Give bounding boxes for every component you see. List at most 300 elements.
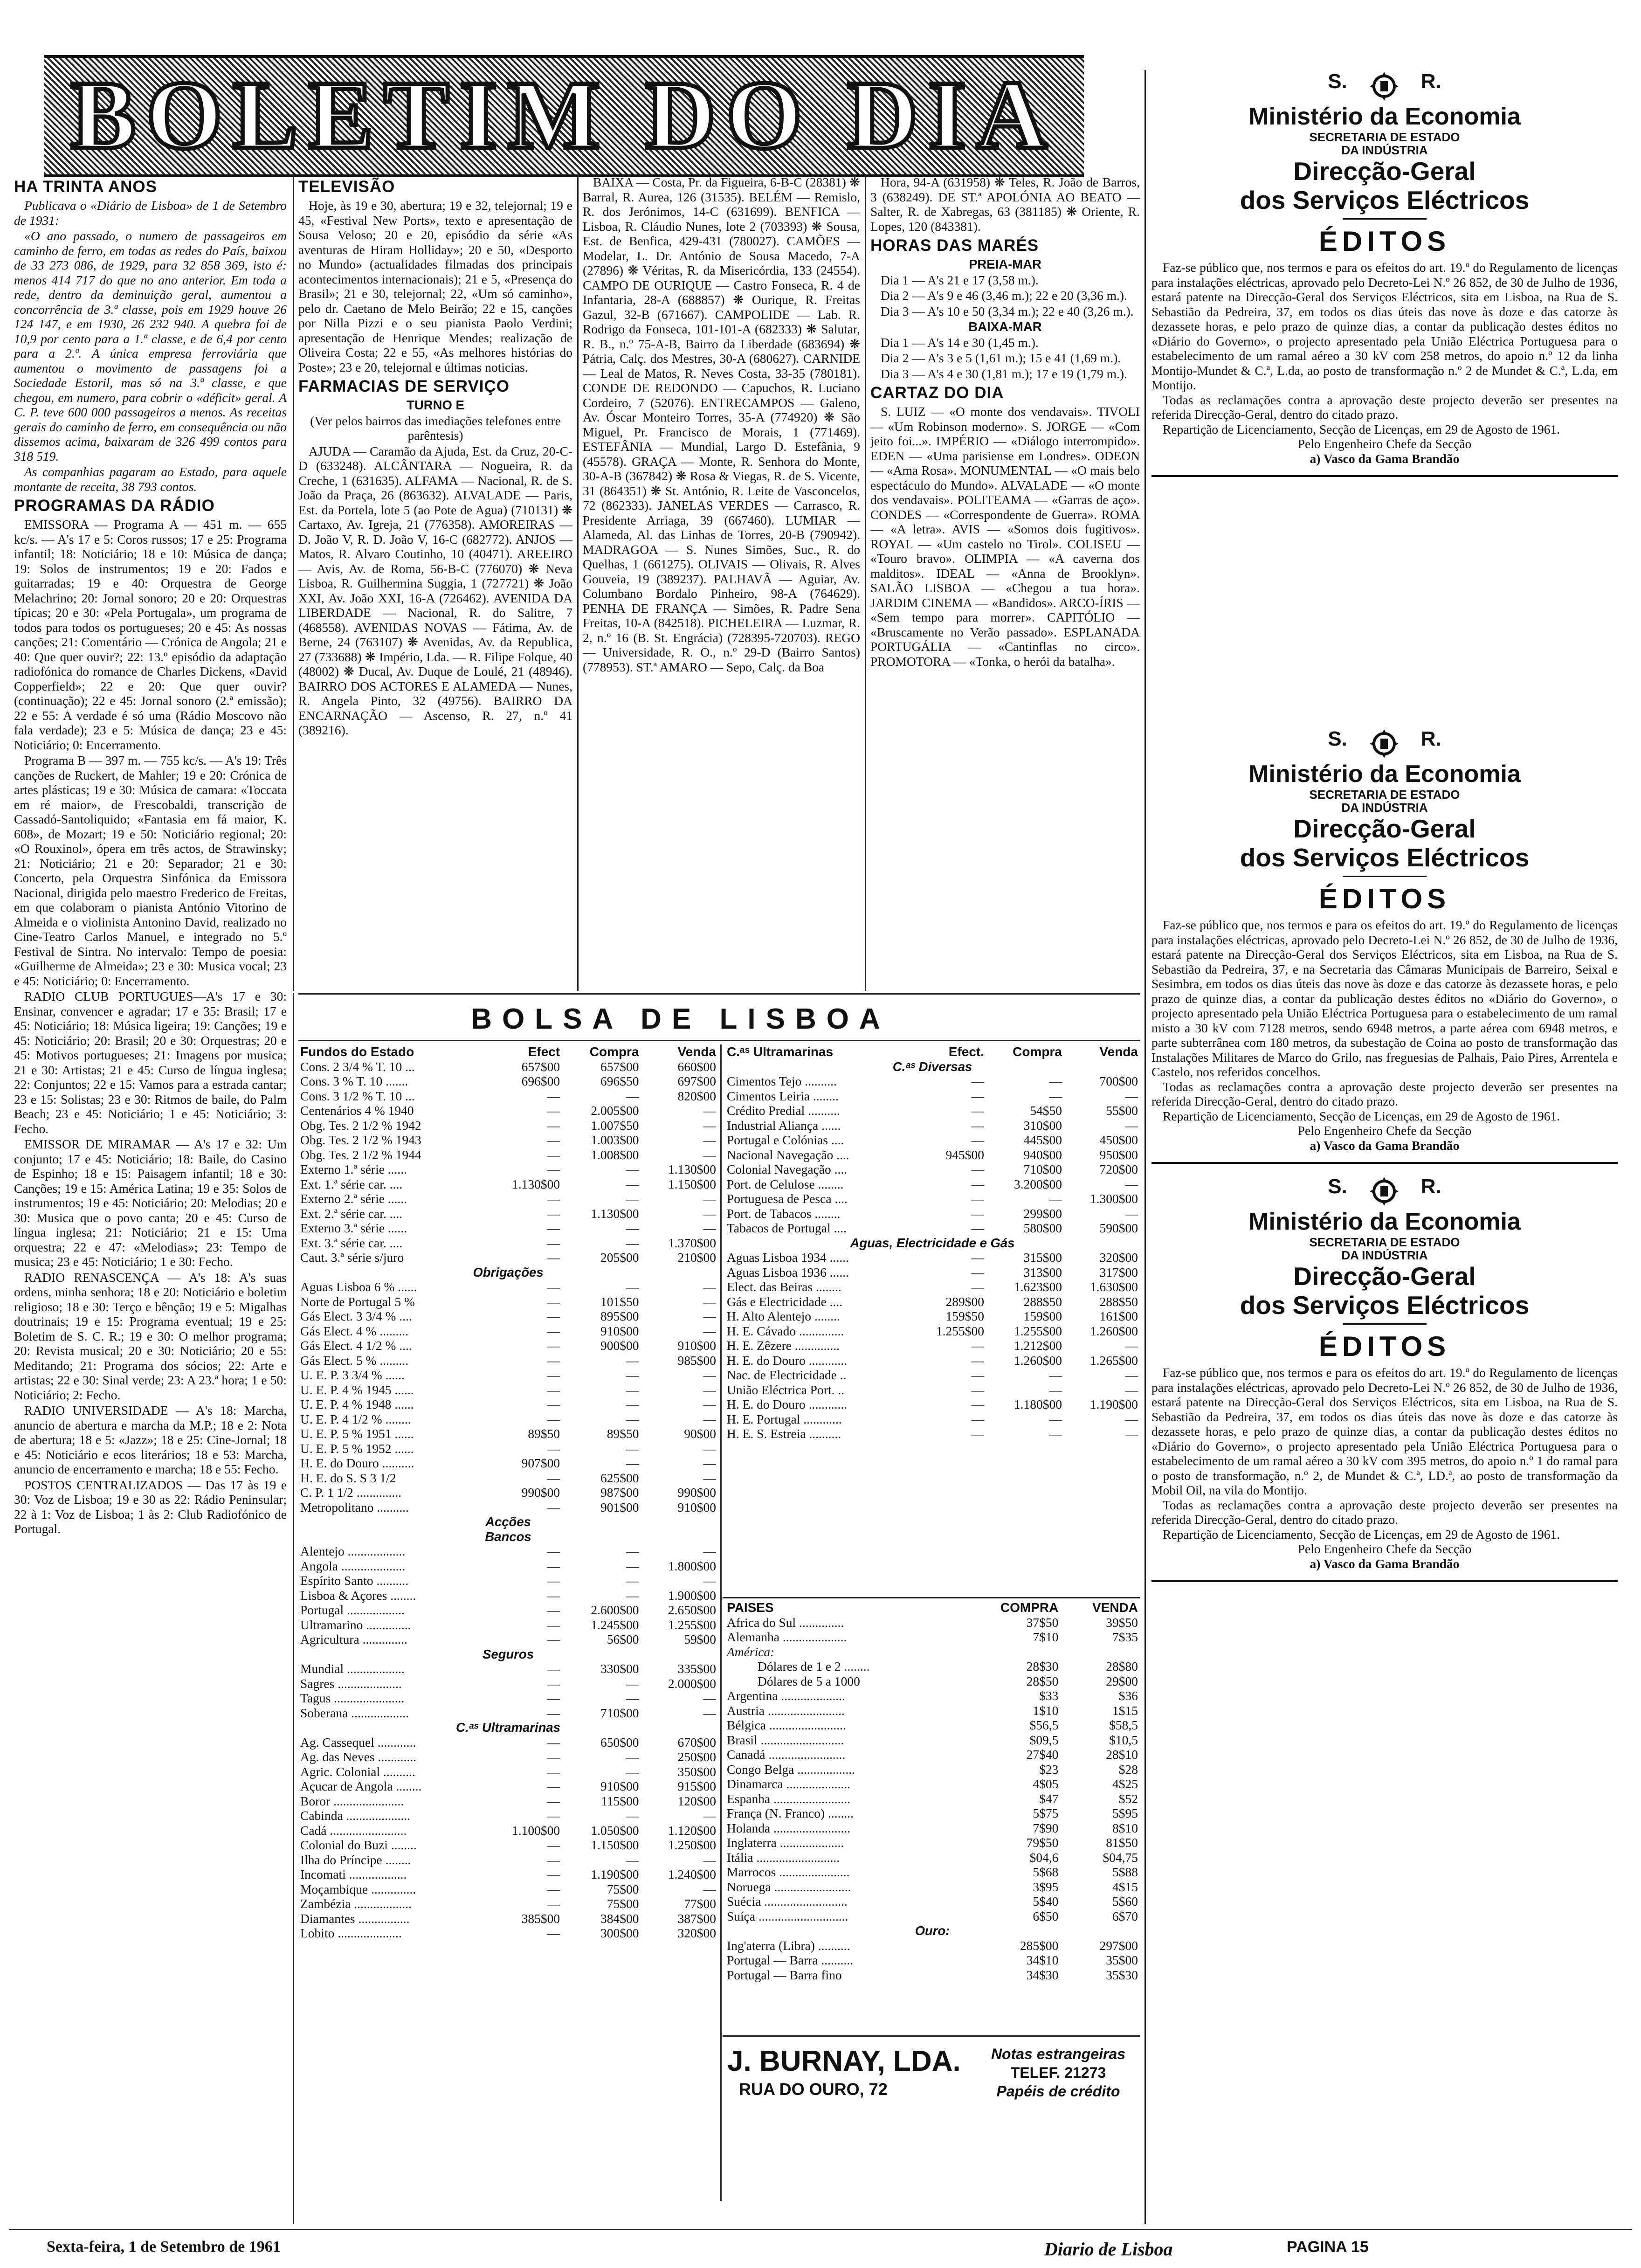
price-cell: —: [703, 1294, 716, 1309]
notice-r: R.: [1420, 1175, 1441, 1198]
price-cell: —: [703, 1118, 716, 1133]
tide-high-label: PREIA-MAR: [969, 257, 1041, 271]
table-row: [725, 1630, 1140, 1645]
table-row: [298, 1896, 718, 1911]
price-cell: —: [547, 1382, 560, 1397]
security-name: Portugal — Barra ..........: [727, 1953, 854, 1967]
price-cell: 820$00: [677, 1088, 716, 1103]
table-row: [298, 1559, 718, 1574]
security-name: H. E. S. Estreia ..........: [727, 1426, 841, 1441]
security-name: Suíça ............................: [727, 1908, 848, 1923]
price-cell: —: [547, 1779, 560, 1793]
price-cell: —: [1125, 1368, 1138, 1382]
security-name: H. E. do S. S 3 1/2: [300, 1470, 396, 1485]
price-cell: 330$00: [600, 1661, 639, 1676]
price-cell: —: [547, 1309, 560, 1323]
price-cell: 710$00: [600, 1705, 639, 1720]
table-row: [725, 1938, 1140, 1953]
price-cell: 28$50: [1026, 1673, 1059, 1688]
price-cell: $36: [1118, 1688, 1138, 1703]
price-cell: 210$00: [677, 1250, 716, 1265]
price-cell: —: [971, 1133, 985, 1147]
column-header: Venda: [1099, 1044, 1138, 1059]
section-label: C.ᵃˢ Ultramarinas: [455, 1720, 561, 1735]
section-label: Obrigações: [473, 1265, 544, 1279]
price-cell: 1.190$00: [1089, 1397, 1138, 1411]
price-cell: $58,5: [1109, 1718, 1138, 1732]
price-cell: 901$00: [600, 1500, 639, 1514]
notice-body: Todas as reclamações contra a aprovação deste projecto deverão ser presentes na referida Direcção-Geral, dentro do citado prazo.: [1151, 1079, 1618, 1109]
price-cell: 1.255$00: [668, 1617, 716, 1632]
table-row: [725, 1821, 1140, 1836]
price-cell: —: [626, 1808, 639, 1823]
price-cell: —: [626, 1764, 639, 1779]
price-cell: —: [703, 1103, 716, 1118]
radio-program: RADIO RENASCENÇA — A's 18: A's suas ordens, minha senhora; 18 e 20: Noticiário e boletim religioso; 18 e 30: Terço e bênção; 19 e 5: Migalhas doutrinais; 19 e 15: Programa eventual; 19 e 25: Boletim de S. C. R.; 19 e 30: O melhor programa; 20: Revista musical; 20 e 30: Noticiário; 20 e 55: Meditando; 21: Programa dos sócios; 22: Arte e artistas; 22 e 30: Sinal verde; 23: A 23.ª hora; 1 e 50: Noticiário; 2: Fecho.: [14, 1270, 287, 1402]
table-row: [298, 1338, 718, 1353]
price-cell: 250$00: [677, 1749, 716, 1764]
price-cell: —: [703, 1441, 716, 1456]
security-name: Cabinda ....................: [300, 1808, 411, 1823]
table-row: [298, 1074, 718, 1089]
price-cell: —: [703, 1382, 716, 1397]
notice-direccao: Direcção-Geral: [1293, 814, 1476, 844]
price-cell: 1.370$00: [668, 1235, 716, 1250]
price-cell: —: [971, 1279, 985, 1294]
notice-direccao: Direcção-Geral: [1293, 157, 1476, 186]
table-row: [298, 1250, 718, 1265]
table-row: [725, 1835, 1140, 1850]
table-row: [725, 1674, 1140, 1689]
pharmacy-note: (Ver pelos bairros das imediações telefones entre parêntesis): [310, 413, 561, 443]
column-header: C.ᵃˢ Ultramarinas: [727, 1044, 834, 1059]
security-name: Dólares de 1 e 2 ........: [758, 1659, 870, 1673]
security-name: H. E. do Douro ..........: [300, 1456, 414, 1470]
security-name: União Eléctrica Port. ..: [727, 1382, 844, 1397]
table-row: [725, 1177, 1140, 1192]
price-cell: 5$75: [1033, 1806, 1059, 1820]
price-cell: —: [547, 1221, 560, 1235]
price-cell: —: [703, 1147, 716, 1162]
price-cell: 285$00: [1020, 1938, 1059, 1953]
price-cell: —: [626, 1088, 639, 1103]
security-name: Metropolitano ..........: [300, 1500, 409, 1514]
notice-signature-title: Pelo Engenheiro Chefe da Secção: [1297, 1542, 1472, 1556]
price-cell: 1.180$00: [1014, 1397, 1062, 1411]
price-cell: $04,75: [1103, 1850, 1138, 1865]
table-row: [725, 1412, 1140, 1427]
column-pharmacies-2: [583, 175, 860, 996]
price-cell: 161$00: [1099, 1309, 1138, 1323]
price-cell: $33: [1039, 1688, 1059, 1703]
price-cell: —: [703, 1206, 716, 1221]
heading-ha-trinta-anos: HA TRINTA ANOS: [14, 178, 157, 196]
price-cell: —: [971, 1191, 985, 1206]
bolsa-left-table: [298, 1044, 718, 1941]
security-name: Port. de Celulose ........: [727, 1176, 844, 1191]
radio-program: EMISSORA — Programa A — 451 m. — 655 kc/s. — A's 17 e 5: Coros russos; 17 e 25: Programa infantil; 18: Noticiário; 18 e 10: Música de dança; 19: Solos de instrumentos; 19 e 20: Fados e guitarradas; 19 e 40: Orquestra de George Melachrino; 20: Jornal sonoro; 20 e 20: Orquestras típicas; 20 e 30: «Pela Portugala», um programa de todos para todos os portugueses; 20 e 45: As nossas canções; 21: Comentário — Crónica de Angola; 21 e 40: Que quer ouvir?; 22: 13.º episódio da adaptação radiofónica do romance de Charles Dickens, «David Copperfield»; 22 e 20: Que quer ouvir? (continuação); 22 e 45: Jornal sonoro (2.ª emissão); 22 e 55: A verdade é só uma (Rádio Moscovo não fala verdade); 23 e 5: Música de dança; 23 e 45: Noticiário; 0: Encerramento.: [14, 517, 287, 752]
notice-signature-title: Pelo Engenheiro Chefe da Secção: [1297, 436, 1472, 451]
table-row: [725, 1059, 1140, 1074]
price-cell: 1.630$00: [1089, 1279, 1138, 1294]
table-row: [298, 1882, 718, 1897]
price-cell: 1.212$00: [1014, 1338, 1062, 1353]
security-name: Espanha ........................: [727, 1791, 851, 1806]
price-cell: 1.050$00: [591, 1823, 639, 1838]
price-cell: —: [971, 1382, 985, 1397]
table-row: [725, 1645, 1140, 1660]
table-row: [725, 1309, 1140, 1324]
price-cell: —: [1049, 1411, 1062, 1426]
notice-s: S.: [1328, 1175, 1347, 1198]
ad-company-name: J. BURNAY, LDA.: [727, 2045, 961, 2077]
price-cell: 300$00: [600, 1926, 639, 1940]
price-cell: —: [547, 1558, 560, 1573]
currency-table: [725, 1600, 1140, 1982]
column-header: PAISES: [727, 1600, 774, 1615]
table-row: [298, 1368, 718, 1383]
price-cell: 7$35: [1112, 1630, 1138, 1644]
price-cell: 985$00: [677, 1353, 716, 1368]
electric-notice: [1151, 1175, 1618, 1582]
table-row: [298, 1485, 718, 1500]
heading-horas-mares: HORAS DAS MARÉS: [870, 236, 1039, 255]
table-row: [298, 1059, 718, 1074]
price-cell: 28$80: [1106, 1659, 1138, 1673]
price-cell: —: [971, 1162, 985, 1176]
security-name: Alemanha ....................: [727, 1630, 847, 1644]
price-cell: —: [626, 1411, 639, 1426]
tide-low-label: BAIXA-MAR: [968, 319, 1042, 334]
price-cell: 1.255$00: [1014, 1323, 1062, 1338]
security-name: Industrial Aliança ......: [727, 1118, 841, 1133]
price-cell: 657$00: [600, 1059, 639, 1074]
price-cell: 6$70: [1112, 1908, 1138, 1923]
security-name: Colonial Navegação ....: [727, 1162, 848, 1176]
price-cell: —: [547, 1661, 560, 1676]
table-row: [725, 1659, 1140, 1674]
price-cell: 387$00: [677, 1911, 716, 1926]
notice-rule: [1343, 876, 1427, 877]
price-cell: 696$50: [600, 1074, 639, 1088]
coat-of-arms-icon: [1368, 1175, 1400, 1208]
price-cell: 697$00: [677, 1074, 716, 1088]
price-cell: —: [703, 1852, 716, 1867]
price-cell: —: [626, 1162, 639, 1176]
security-name: Angola ....................: [300, 1558, 406, 1573]
cinema-listings: S. LUIZ — «O monte dos vendavais». TIVOLI — «Um Robinson moderno». S. JORGE — «Com jeito foi...». IMPÉRIO — «Diálogo interrompido». EDEN — «Uma parisiense em Londres». ODEON — «Ama Rosa». MONUMENTAL — «O mais belo espectáculo do Mundo». ALVALADE — «O monte dos vendavais». POLITEAMA — «Garras de aço». CONDES — «Correspondente de Guerra». ROMA — «A letra». AVIS — «Somos dois fugitivos». ROYAL — «Um castelo no Tirol». COLISEU — «Touro bravo». OLIMPIA — «A caverna dos malditos». IDEAL — «Anna de Brooklyn». SALÃO LISBOA — «Chegou a tua hora». JARDIM CINEMA — «Bandidos». ARCO-ÍRIS — «Sem tempo para morrer». CAPITÓLIO — «Bruscamente no Verão passado». ESPLANADA PORTUGÁLIA — «Cantinflas no circo». PROMOTORA — «Tonka, o herói da batalha».: [870, 404, 1140, 669]
price-cell: 1.130$00: [511, 1176, 560, 1191]
price-cell: 289$00: [945, 1294, 985, 1309]
table-row: [725, 1368, 1140, 1383]
electric-notice: [1151, 70, 1618, 477]
price-cell: —: [547, 1632, 560, 1646]
price-cell: $09,5: [1029, 1732, 1059, 1747]
radio-program: RADIO CLUB PORTUGUES—A's 17 e 30: Ensinar, convencer e agradar; 17 e 35: Brasil; 17 e 45: Noticiário; 18: Música ligeira; 19: Canções; 19 e 45: Noticiário; 20: Brasil; 20 e 30: Orquestras; 20 e 45: Motivos portugueses; 21: Imagens por musica; 21 e 30: Artistas; 21 e 45: Curso de língua inglesa; 22: Conjuntos; 22 e 15: Vamos para a estrada cantar; 23 e 15: Solistas; 23 e 30: Ritmos de baile, do Palm Beach; 23 e 45: Noticiário; 1 e 45: Noticiário; 3: Fecho.: [14, 989, 287, 1136]
pharmacy-list: AJUDA — Caramão da Ajuda, Est. da Cruz, 20-C-D (633248). ALCÂNTARA — Nogueira, R. da Creche, 1 (631635). ALFAMA — Nacional, R. de S. João da Praça, 26 (863632). ALVALADE — Paris, Est. da Portela, lote 5 (ao Pote de Agua) (710131) ❋ Cartaxo, Av. Igreja, 21 (776358). AMOREIRAS — D. João V, R. D. João V, 16-C (682772). ANJOS — Matos, R. Alvaro Coutinho, 10 (40471). AREEIRO — Avis, Av. de Roma, 56-B-C (776070) ❋ Neva Lisboa, R. Guilhermina Suggia, 1 (727721) ❋ João XXI, Av. João XXI, 16-A (726462). AVENIDA DA LIBERDADE — Nacional, R. do Salitre, 7 (468558). AVENIDAS NOVAS — Fátima, Av. de Berne, 24 (763107) ❋ Avenidas, Av. da Republica, 27 (733688) ❋ Império, Lda. — R. Filipe Folque, 40 (48002) ❋ Ducal, Av. Duque de Loulé, 21 (48946). BAIRRO DOS ACTORES E ALAMEDA — Nunes, R. Angela Pinto, 32 (49756). BAIRRO DA ENCARNAÇÃO — Ascenso, R. 27, n.º 41 (389216).: [298, 443, 572, 737]
security-name: Ilha do Príncipe ........: [300, 1852, 411, 1867]
price-cell: —: [547, 1118, 560, 1133]
security-name: H. Alto Alentejo ........: [727, 1309, 840, 1323]
price-cell: 910$00: [600, 1779, 639, 1793]
security-name: Ing'aterra (Libra) ..........: [727, 1938, 850, 1953]
notice-r: R.: [1420, 727, 1441, 750]
table-row: [298, 1544, 718, 1559]
section-label: Aguas, Electricidade e Gás: [850, 1235, 1015, 1250]
table-row: [298, 1148, 718, 1162]
table-row: [725, 1221, 1140, 1236]
price-cell: —: [626, 1235, 639, 1250]
price-cell: —: [547, 1793, 560, 1808]
security-name: Canadá ........................: [727, 1747, 846, 1762]
table-row: [298, 1191, 718, 1206]
radio-program: EMISSOR DE MIRAMAR — A's 17 e 32: Um conjunto; 17 e 45: Noticiário; 18: Baile, do Casino de Espinho; 18 e 15: Paisagem infantil; 18 e 30: Canções; 19 e 15: América Latina; 19 e 35: Solos de instrumentos; 19 e 45: Noticiário; 20: Melodias; 20 e 30: Musica que o povo canta; 20 e 45: Curso de língua inglesa; 21: Noticiário; 21 e 15: Uma orquestra; 22 e 47: «Melodias»; 23: Tempo de musica; 23 e 45: Noticiário; 1 e 30: Fecho.: [14, 1137, 287, 1269]
price-cell: —: [626, 1368, 639, 1382]
price-cell: —: [626, 1456, 639, 1470]
price-cell: —: [703, 1881, 716, 1896]
security-name: Ext. 2.ª série car. ....: [300, 1206, 403, 1221]
history-text: As companhias pagaram ao Estado, para aquele montante de receita, 38 793 contos.: [14, 464, 287, 494]
price-cell: 945$00: [945, 1147, 985, 1162]
notice-body: Faz-se público que, nos termos e para os efeitos do art. 19.º do Regulamento de licenças para instalações eléctricas, aprovado pelo Decreto-Lei N.º 26 852, de 30 de Julho de 1936, estará patente na Direcção-Geral dos Serviços Eléctricos, sita em Lisboa, na Rua de S. Sebastião da Pedreira, 37, e na Secretaria das Câmaras Municipais de Barreiro, Seixal e Sesimbra, em todos os dias úteis das nove às doze e das catorze às dezassete horas, e pelo prazo de quinze dias, a contar da publicação destes éditos no «Diário do Governo», o projecto apresentado pela União Eléctrica Portuguesa para o estabelecimento de um ramal misto a 30 kV com 7128 metros, sendo 6948 metros, a parte aérea com 6948 metros, e parte subterrânea com 180 metros, da subestação de Coina ao posto de transformação das Instalações Militares de Marco do Grilo, nas freguesias de Palhais, Paio Pires, Arrentela e Castelo, nos referidos concelhos.: [1151, 918, 1618, 1079]
price-cell: —: [547, 1926, 560, 1940]
heading-cartaz: CARTAZ DO DIA: [870, 384, 1004, 402]
price-cell: —: [626, 1279, 639, 1294]
price-cell: 29$00: [1106, 1673, 1138, 1688]
column-header: Venda: [677, 1044, 716, 1059]
price-cell: —: [703, 1191, 716, 1206]
price-cell: 5$95: [1112, 1806, 1138, 1820]
table-row: [298, 1720, 718, 1735]
notice-signature-place: Repartição de Licenciamento, Secção de Licenças, em 29 de Agosto de 1961.: [1163, 1108, 1560, 1123]
footer-page-number: PAGINA 15: [1287, 2238, 1369, 2256]
price-cell: —: [626, 1176, 639, 1191]
price-cell: —: [703, 1279, 716, 1294]
table-row: [725, 1791, 1140, 1806]
security-name: U. E. P. 3 3/4 % ......: [300, 1368, 405, 1382]
price-cell: —: [971, 1221, 985, 1235]
price-cell: 696$00: [521, 1074, 560, 1088]
security-name: Austria ........................: [727, 1703, 845, 1718]
table-row: [298, 1573, 718, 1588]
tv-schedule: Hoje, às 19 e 30, abertura; 19 e 32, telejornal; 19 e 45, «Festival New Ports», texto e apresentação de Sousa Veloso; 20 e 20, episódio da série «As aventuras de Hiram Holliday»; 20 e 50, «Desporto no Mundo» (actualidades filmadas dos principais acontecimentos internacionais); 21 e 5, «Presença do Brasil»; 21 e 30, telejornal; 22, «Um só caminho», pelo dr. Caetano de Melo Beirão; 22 e 15, canções por Nilla Pizzi e o seu pianista Paolo Verdini; apresentação de Henrique Mendes; realização de Oliveira Costa; 22 e 55, «As melhores histórias do Poste»; 23 e 20, telejornal e últimas noticias.: [298, 198, 572, 374]
price-cell: 75$00: [607, 1896, 639, 1911]
price-cell: —: [1125, 1411, 1138, 1426]
coat-of-arms-icon: [1368, 70, 1400, 103]
table-row: [298, 1221, 718, 1236]
table-row: [725, 1703, 1140, 1718]
price-cell: 4$25: [1112, 1777, 1138, 1791]
security-name: Mundial ..................: [300, 1661, 405, 1676]
table-row: [725, 1733, 1140, 1748]
price-cell: 910$00: [677, 1500, 716, 1514]
price-cell: 77$00: [684, 1896, 716, 1911]
security-name: U. E. P. 4 % 1945 ......: [300, 1382, 414, 1397]
price-cell: 7$10: [1033, 1630, 1059, 1644]
security-name: Brasil ..........................: [727, 1732, 844, 1747]
security-name: Açucar de Angola ........: [300, 1779, 422, 1793]
table-row: [725, 1850, 1140, 1865]
price-cell: 350$00: [677, 1764, 716, 1779]
security-name: Caut. 3.ª série s/juro: [300, 1250, 404, 1265]
price-cell: 1.245$00: [591, 1617, 639, 1632]
security-name: Noruega ........................: [727, 1879, 851, 1894]
column-tides-cinema: [870, 175, 1140, 996]
price-cell: —: [547, 1691, 560, 1705]
price-cell: $04,6: [1029, 1850, 1059, 1865]
price-cell: —: [547, 1749, 560, 1764]
price-cell: 56$00: [607, 1632, 639, 1646]
table-row: [725, 1103, 1140, 1118]
price-cell: —: [547, 1573, 560, 1588]
notice-signature-place: Repartição de Licenciamento, Secção de Licenças, em 29 de Agosto de 1961.: [1163, 1527, 1560, 1542]
table-row: [725, 1324, 1140, 1339]
ad-service-line: Notas estrangeiras: [991, 2046, 1126, 2062]
price-cell: —: [703, 1309, 716, 1323]
price-cell: —: [971, 1368, 985, 1382]
security-name: Portugal — Barra fino: [727, 1967, 842, 1982]
section-rule: [298, 993, 1140, 995]
table-row: [725, 1909, 1140, 1924]
price-cell: 1$10: [1033, 1703, 1059, 1718]
price-cell: [961, 1645, 1060, 1660]
price-cell: —: [547, 1500, 560, 1514]
price-cell: 310$00: [1023, 1118, 1062, 1133]
table-row: [298, 1794, 718, 1809]
security-name: Ag. Cassequel ............: [300, 1735, 416, 1749]
heading-programas-radio: PROGRAMAS DA RÁDIO: [14, 497, 215, 515]
table-row: [298, 1103, 718, 1118]
price-cell: 940$00: [1023, 1147, 1062, 1162]
bolsa-right-table: [725, 1044, 1140, 1441]
security-name: Nacional Navegação ....: [727, 1147, 849, 1162]
table-row: [298, 1514, 718, 1529]
price-cell: —: [971, 1176, 985, 1191]
price-cell: 3$95: [1033, 1879, 1059, 1894]
notice-servicos: dos Serviços Eléctricos: [1240, 843, 1530, 872]
price-cell: —: [971, 1103, 985, 1118]
security-name: Gás Elect. 5 % .........: [300, 1353, 409, 1368]
price-cell: 299$00: [1023, 1206, 1062, 1221]
price-cell: —: [547, 1764, 560, 1779]
security-name: H. E. do Douro ............: [727, 1353, 848, 1368]
notice-body: Faz-se público que, nos termos e para os efeitos do art. 19.º do Regulamento de licenças para instalações eléctricas, aprovado pelo Decreto-Lei N.º 26 852, de 30 de Julho de 1936, estará patente na Direcção-Geral dos Serviços Eléctricos, sita em Lisboa, na Rua de S. Sebastião da Pedreira, 37, em todos os dias úteis das nove às doze e das catorze às dezassete horas, e pelo prazo de quinze dias, a contar da publicação destes éditos no «Diário do Governo», o projecto apresentado pela União Eléctrica Portuguesa para o estabelecimento de um ramal aéreo a 30 kV com 395 metros, do apoio n.º 1 do ramal para o posto de transformação, n.º 2, de Mundet & C.ª, LD.ª, ao posto de transformação da Mobil Oil, na vila do Montijo.: [1151, 1365, 1618, 1498]
price-cell: 900$00: [600, 1338, 639, 1353]
price-cell: —: [547, 1544, 560, 1558]
security-name: Marrocos ......................: [727, 1865, 850, 1879]
price-cell: 6$50: [1033, 1908, 1059, 1923]
security-name: Obg. Tes. 2 1/2 % 1943: [300, 1133, 421, 1147]
security-name: Incomati ..................: [300, 1867, 407, 1881]
security-name: Aguas Lisboa 6 % ......: [300, 1279, 417, 1294]
price-cell: —: [703, 1470, 716, 1485]
price-cell: 2.650$00: [668, 1603, 716, 1617]
section-rule: [723, 2035, 1140, 2037]
price-cell: —: [1049, 1368, 1062, 1382]
table-row: [725, 1806, 1140, 1821]
price-cell: —: [547, 1162, 560, 1176]
table-row: [725, 1762, 1140, 1777]
price-cell: —: [703, 1323, 716, 1338]
security-name: Sagres ....................: [300, 1676, 402, 1691]
notice-rule: [1151, 1580, 1618, 1582]
tide-entry: Dia 1 — A's 14 e 30 (1,45 m.).: [881, 335, 1039, 350]
table-row: [725, 1383, 1140, 1397]
price-cell: —: [547, 1735, 560, 1749]
price-cell: —: [1125, 1176, 1138, 1191]
notice-sr: [1151, 727, 1618, 760]
security-name: Dinamarca ....................: [727, 1777, 850, 1791]
price-cell: —: [547, 1088, 560, 1103]
table-row: [298, 1383, 718, 1397]
price-cell: —: [626, 1397, 639, 1411]
security-name: Portuguesa de Pesca ....: [727, 1191, 848, 1206]
price-cell: —: [547, 1470, 560, 1485]
security-name: Crédito Predial ..........: [727, 1103, 840, 1118]
table-row: [298, 1397, 718, 1412]
price-cell: 81$50: [1106, 1835, 1138, 1850]
table-row: [298, 1426, 718, 1441]
price-cell: 159$00: [1023, 1309, 1062, 1323]
notice-direccao: Direcção-Geral: [1293, 1262, 1476, 1291]
price-cell: —: [703, 1705, 716, 1720]
price-cell: —: [1049, 1426, 1062, 1441]
price-cell: 590$00: [1099, 1221, 1138, 1235]
price-cell: 950$00: [1099, 1147, 1138, 1162]
electric-notice: [1151, 727, 1618, 1164]
security-name: Ultramarino ..............: [300, 1617, 411, 1632]
security-name: Agric. Colonial ..........: [300, 1764, 415, 1779]
security-name: América:: [727, 1644, 775, 1659]
price-cell: 59$00: [684, 1632, 716, 1646]
security-name: U. E. P. 5 % 1952 ......: [300, 1441, 414, 1456]
notice-body: Faz-se público que, nos termos e para os efeitos do art. 19.º do Regulamento de licenças para instalações eléctricas, aprovado pelo Decreto-Lei N.º 26 852, de 30 de Julho de 1936, estará patente na Direcção-Geral dos Serviços Eléctricos, sita em Lisboa, na Rua de S. Sebastião da Pedreira, 37, em todos os dias úteis das nove às doze e das catorze às dezassete horas, e pelo prazo de quinze dias, a contar da publicação destes éditos no «Diário do Governo», o projecto apresentado pela União Eléctrica Portuguesa para o estabelecimento de um ramal aéreo a 30 kV com 258 metros, do apoio n.º 12 da linha Montijo-Mundet & C.ª, L.da, ao posto de transformação n.º 2 de Mundet & C.ª, L.da, em Montijo.: [1151, 260, 1618, 393]
table-row: [725, 1133, 1140, 1148]
section-rule: [723, 1597, 1140, 1598]
column-rule: [293, 175, 294, 991]
notice-rule: [1343, 218, 1427, 220]
security-name: Africa do Sul ..............: [727, 1615, 844, 1630]
security-name: Externo 3.ª série ......: [300, 1221, 407, 1235]
price-cell: —: [547, 1852, 560, 1867]
table-row: [298, 1089, 718, 1104]
security-name: França (N. Franco) ........: [727, 1806, 854, 1820]
security-name: Cadá ........................: [300, 1823, 407, 1838]
notice-rule: [1151, 1162, 1618, 1164]
price-cell: 5$68: [1033, 1865, 1059, 1879]
security-name: Tabacos de Portugal ....: [727, 1221, 847, 1235]
table-row: [298, 1926, 718, 1941]
table-row: [725, 1865, 1140, 1880]
price-cell: —: [971, 1397, 985, 1411]
price-cell: 101$50: [600, 1294, 639, 1309]
column-header: Efect.: [948, 1044, 985, 1059]
notice-signature-name: a) Vasco da Gama Brandão: [1310, 1556, 1460, 1571]
notice-body: Todas as reclamações contra a aprovação deste projecto deverão ser presentes na referida Direcção-Geral, dentro do citado prazo.: [1151, 1497, 1618, 1527]
price-cell: —: [547, 1411, 560, 1426]
security-name: H. E. Cávado ..............: [727, 1323, 844, 1338]
price-cell: 55$00: [1106, 1103, 1138, 1118]
price-cell: —: [547, 1294, 560, 1309]
price-cell: —: [1125, 1088, 1138, 1103]
price-cell: 288$50: [1099, 1294, 1138, 1309]
price-cell: 39$50: [1106, 1615, 1138, 1630]
price-cell: 1.150$00: [668, 1176, 716, 1191]
price-cell: —: [626, 1588, 639, 1603]
table-row: [298, 1618, 718, 1632]
column-rule: [1145, 70, 1146, 2224]
notice-ministry: Ministério da Economia: [1248, 1208, 1521, 1236]
